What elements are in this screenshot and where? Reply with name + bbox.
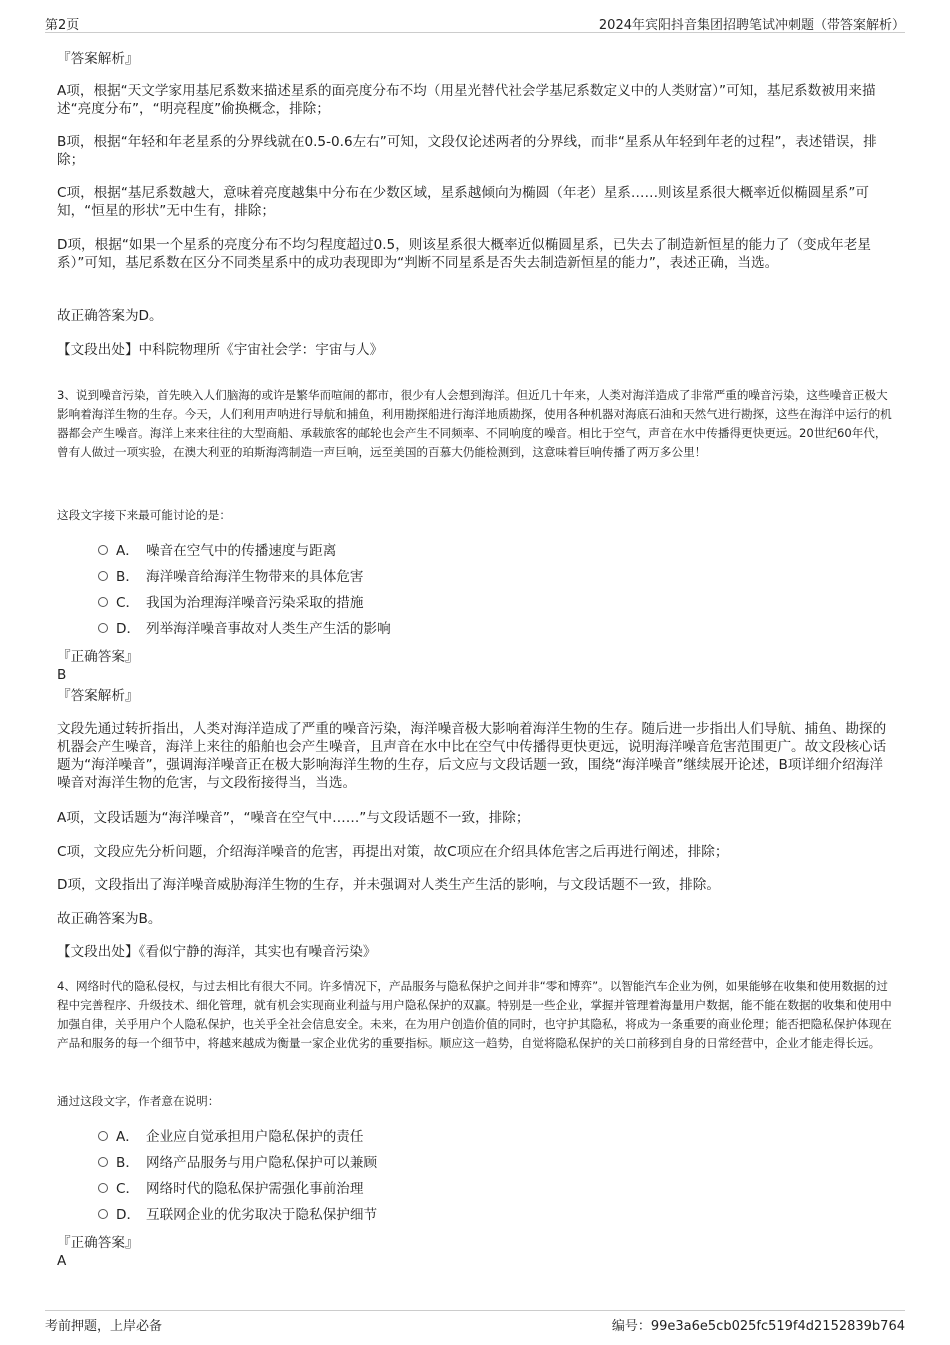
footer-slogan: 考前押题，上岸必备	[45, 1319, 163, 1334]
analysis-paragraph: D项，根据“如果一个星系的亮度分布不均匀程度超过0.5，则该星系很大概率近似椭圆星系，已失去了制造新恒星的能力了（变成年老星系）”可知，基尼系数在区分不同类星系中的成功表现即为“判断不同星系是否失去制造新恒星的能力”，表述正确，当选。	[57, 237, 871, 271]
option-b[interactable]: B． 海洋噪音给海洋生物带来的具体危害	[98, 568, 364, 586]
conclusion: 故正确答案为D。	[57, 308, 163, 324]
option-c[interactable]: C． 网络时代的隐私保护需强化事前治理	[98, 1180, 364, 1198]
question-passage: 4、网络时代的隐私侵权，与过去相比有很大不同。许多情况下，产品服务与隐私保护之间并非“零和博弈”。以智能汽车企业为例，如果能够在收集和使用数据的过程中完善程序、升级技术、细化管理，就有机会实现商业利益与用户隐私保护的双赢。特别是一些企业，掌握并管理着海量用户数据，能不能在数据的收集和使用中加强自律，关乎用户个人隐私保护，也关乎全社会信息安全。未来，在为用户创造价值的同时，也守护其隐私，将成为一条重要的商业伦理；能否把隐私保护体现在产品和服务的每一个细节中，将越来越成为衡量一家企业优劣的重要指标。顺应这一趋势，自觉将隐私保护的关口前移到自身的日常经营中，企业才能走得长远。	[57, 979, 892, 1050]
document-id: 编号：99e3a6e5cb025fc519f4d2152839b764	[611, 1319, 905, 1334]
analysis-paragraph: C项，根据“基尼系数越大，意味着亮度越集中分布在少数区域，星系越倾向为椭圆（年老）星系……则该星系很大概率近似椭圆星系”可知，“恒星的形状”无中生有，排除；	[57, 185, 870, 219]
question-stem: 这段文字接下来最可能讨论的是：	[57, 508, 231, 522]
analysis-paragraph: D项，文段指出了海洋噪音威胁海洋生物的生存，并未强调对人类生产生活的影响，与文段话题不一致，排除。	[57, 877, 720, 893]
analysis-paragraph: 文段先通过转折指出，人类对海洋造成了严重的噪音污染，海洋噪音极大影响着海洋生物的生存。随后进一步指出人们导航、捕鱼、勘探的机器会产生噪音，海洋上来往的船舶也会产生噪音，且声音在水中比在空气中传播得更快更远，说明海洋噪音危害范围更广。故文段核心话题为“海洋噪音”，强调海洋噪音正在极大影响海洋生物的生存，后文应与文段话题一致，围绕“海洋噪音”继续展开论述，B项详细介绍海洋噪音对海洋生物的危害，与文段衔接得当，当选。	[57, 721, 887, 791]
document-title: 2024年宾阳抖音集团招聘笔试冲刺题（带答案解析）	[598, 18, 905, 33]
source-citation: 【文段出处】《看似宁静的海洋，其实也有噪音污染》	[57, 944, 377, 960]
analysis-paragraph: A项，文段话题为“海洋噪音”，“噪音在空气中……”与文段话题不一致，排除；	[57, 810, 530, 826]
option-a[interactable]: A． 噪音在空气中的传播速度与距离	[98, 542, 336, 560]
radio-icon[interactable]	[98, 545, 108, 555]
page-footer	[45, 1310, 905, 1334]
page-header	[45, 14, 905, 33]
option-c[interactable]: C． 我国为治理海洋噪音污染采取的措施	[98, 594, 364, 612]
radio-icon[interactable]	[98, 571, 108, 581]
answer-label: 『正确答案』	[57, 1235, 139, 1251]
radio-icon[interactable]	[98, 597, 108, 607]
question-passage: 3、说到噪音污染，首先映入人们脑海的或许是繁华而喧闹的都市，很少有人会想到海洋。但近几十年来，人类对海洋造成了非常严重的噪音污染，这些噪音正极大影响着海洋生物的生存。今天，人们利用声呐进行导航和捕鱼，利用勘探船进行海洋地质勘探，使用各种机器对海底石油和天然气进行勘探，这些在海洋中运行的机器都会产生噪音。海洋上来来往往的大型商船、承载旅客的邮轮也会产生不同频率、不同响度的噪音。相比于空气，声音在水中传播得更快更远。20世纪60年代，曾有人做过一项实验，在澳大利亚的珀斯海湾制造一声巨响，远至美国的百慕大仍能检测到，这意味着巨响传播了两万多公里！	[57, 388, 892, 459]
radio-icon[interactable]	[98, 623, 108, 633]
answer-value: B	[57, 667, 67, 683]
answer-value: A	[57, 1253, 67, 1269]
option-d[interactable]: D． 互联网企业的优劣取决于隐私保护细节	[98, 1206, 377, 1224]
radio-icon[interactable]	[98, 1209, 108, 1219]
analysis-paragraph: B项，根据“年轻和年老星系的分界线就在0.5-0.6左右”可知，文段仅论述两者的分界线，而非“星系从年轻到年老的过程”，表述错误，排除；	[57, 134, 877, 168]
option-a[interactable]: A． 企业应自觉承担用户隐私保护的责任	[98, 1128, 364, 1146]
page-number: 第2页	[45, 18, 80, 33]
analysis-paragraph: A项，根据“天文学家用基尼系数来描述星系的面亮度分布不均（用星光替代社会学基尼系数定义中的人类财富）”可知，基尼系数被用来描述“亮度分布”，“明亮程度”偷换概念，排除；	[57, 83, 876, 117]
option-b[interactable]: B． 网络产品服务与用户隐私保护可以兼顾	[98, 1154, 377, 1172]
radio-icon[interactable]	[98, 1131, 108, 1141]
analysis-paragraph: C项，文段应先分析问题，介绍海洋噪音的危害，再提出对策，故C项应在介绍具体危害之后再进行阐述，排除；	[57, 844, 729, 860]
analysis-label: 『答案解析』	[57, 688, 139, 704]
radio-icon[interactable]	[98, 1157, 108, 1167]
answer-label: 『正确答案』	[57, 649, 139, 665]
question-stem: 通过这段文字，作者意在说明：	[57, 1094, 220, 1108]
conclusion: 故正确答案为B。	[57, 911, 162, 927]
radio-icon[interactable]	[98, 1183, 108, 1193]
source-citation: 【文段出处】中科院物理所《宇宙社会学：宇宙与人》	[57, 342, 384, 358]
option-d[interactable]: D． 列举海洋噪音事故对人类生产生活的影响	[98, 620, 391, 638]
analysis-label: 『答案解析』	[57, 51, 139, 67]
